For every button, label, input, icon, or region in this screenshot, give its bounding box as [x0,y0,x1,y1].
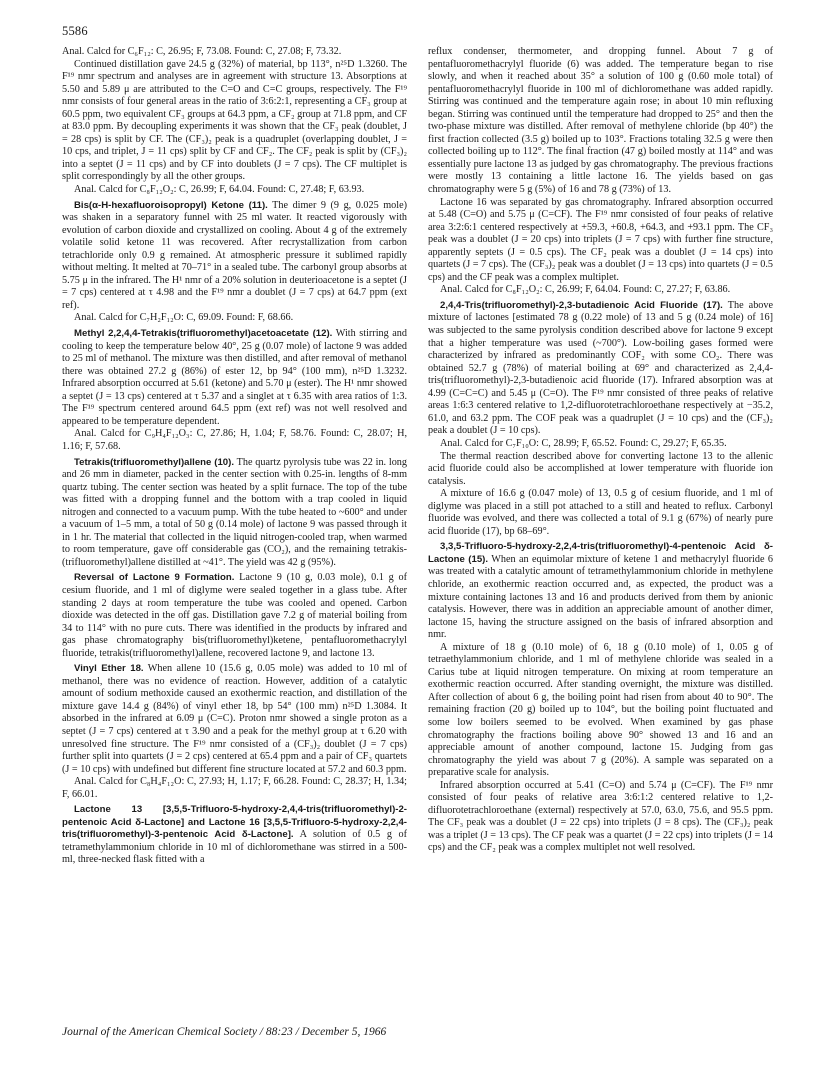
paragraph [428,284,773,297]
paragraph [62,200,407,313]
paragraph-text: Anal. Calcd for C₈F₁₂O₂: C, 26.99; F, 64.04. Found: C, 27.27; F, 63.86. [440,284,731,296]
page-number: 5586 [62,24,88,38]
paragraph [62,59,407,184]
paragraph-text: The quartz pyrolysis tube was 22 in. long and 26 mm in diameter, packed in the center section with 0.25-in. lengths of 8-mm quartz tubing. The center section was heated by a split furnace. The top of the tube was fitted with a dropping funnel and the bottom with a trap cooled in liquid nitrogen and connected to a vacuum pump. With the tube heated to ~600° and under a vacuum of 1–5 mm, a total of 50 g (0.14 mole) of lactone 9 was passed through it in 1 hr. The material that collected in the liquid nitrogen-cooled trap, when warmed to room temperature, gave off considerable gas (CO₂), and the remaining tetrakis-(trifluoromethyl)allene distilled at ~41°. The yield was 42 g (95%). [62,456,407,568]
paragraph-text: A mixture of 16.6 g (0.047 mole) of 13, 0.5 g of cesium fluoride, and 1 ml of diglyme was placed in a still pot attached to a still and heated to reflux. Carbonyl fluoride was evolved, and there was collected a total of 9.1 g (67%) of nearly pure acid fluoride (17), bp 68–69°. [428,488,773,537]
section-heading: Vinyl Ether 18. [74,663,144,675]
paragraph [62,328,407,428]
paragraph-text: Anal. Calcd for C₆F₁₂: C, 26.95; F, 73.08. Found: C, 27.08; F, 73.32. [62,46,342,57]
paragraph-text: reflux condenser, thermometer, and dropping funnel. About 7 g of pentafluoromethacrylyl fluoride (6) was added. The temperature began to rise slowly, and when it reached about 35° a solution of 100 g (0.60 mole total) of pentafluoromethacrylyl fluoride in 100 ml of dichloromethane was added rapidly. Stirring was continued and the temperature again rose; in about 10 min refluxing began. Stirring was continued until the temperature had dropped to 25° and then the two-phase mixture was distilled. After removal of methylene chloride (bp 40°) the first fraction collected (3.5 g) boiled up to 103°. Fractions totaling 32.5 g were then collected boiling up to 112°. The final fraction (47 g) boiled mostly at 114° and was essentially pure lactone 13 as judged by gas chromatography. The previous fractions were mostly 13 containing a little lactone 16. The yields based on gas chromatography were 5 g (5%) of 16 and 78 g (73%) of 13. [428,46,773,196]
paragraph-text: The dimer 9 (9 g, 0.025 mole) was shaken in a separatory funnel with 25 ml water. It reacted vigorously with evolution of carbon dioxide and crystallized on cooling. About 4 g of the extremely volatile solid ketone 11 was recovered. After recrystallization from carbon tetrachloride only 0.9 g remained. At atmospheric pressure it sublimed rapidly without melting. It melted at 70–71° in a sealed tube. The carbonyl group absorbs at 5.75 μ in the infrared. The H¹ nmr of a 20% solution in deuterioacetone is a septet (J = 7 cps) centered at τ 4.98 and the F¹⁹ nmr a doublet (J = 7 cps) at 64.7 ppm (ext ref). [62,199,407,311]
paragraph-text: Lactone 9 (10 g, 0.03 mole), 0.1 g of cesium fluoride, and 1 ml of diglyme were sealed together in a glass tube. After standing 2 days at room temperature the tube was cooled and opened. Carbon dioxide was detected in the off gas. Distillation gave 7.2 g of material boiling from 34 to 114° with no pure cuts. There was identified in the products by infrared and gas phase chromatography bis(trifluoromethyl)ketene, pentafluoromethacrylyl fluoride, tetrakis(trifluoromethyl)allene, recovered lactone 9, and lactone 13. [62,572,407,659]
paragraph-text: Infrared absorption occurred at 5.41 (C=O) and 5.74 μ (C=CF). The F¹⁹ nmr consisted of four peaks of relative area 3:6:1:2 centered relative to 1,2-difluorotetrachloroethane (external) respectively at 57.0, 63.0, 75.6, and 95.5 ppm. The CF₃ peak was a doublet (J = 22 cps) into triplets (J = 8 cps). The (CF₃)₂ peak was a triplet (J = 13 cps). The CF peak was a quartet (J = 22 cps) into triplets (J = 14 cps) and the CF₂ peak was a complex multiplet not well resolved. [428,779,773,854]
paragraph-text: Anal. Calcd for C₇F₁₀O: C, 28.99; F, 65.52. Found: C, 29.27; F, 65.35. [440,437,727,449]
left-column [62,46,407,867]
paragraph-text: When allene 10 (15.6 g, 0.05 mole) was added to 10 ml of methanol, there was no evidence of reaction. However, addition of a catalytic amount of sodium methoxide caused an exothermic reaction, and distillation of the mixture gave 14.4 g (84%) of vinyl ether 18, bp 54° (100 mm) n²⁵D 1.3084. It absorbed in the infrared at 6.09 μ (C=C). Proton nmr showed a single proton as a septet (J = 7 cps) centered at τ 3.90 and a peak for the methyl group at τ 6.20 with unresolved fine structure. The F¹⁹ nmr consisted of a (CF₃)₂ doublet (J = 7 cps) further split into quartets (J = 2 cps) centered at 65.4 ppm and a pair of CF₃ quartets (J = 10 cps) with undefined but different fine structure located at 57.2 and 60.3 ppm. [62,663,407,775]
journal-footer: Journal of the American Chemical Society / 88:23 / December 5, 1966 [62,1026,387,1038]
paragraph [428,642,773,780]
paragraph [428,438,773,451]
paragraph [62,428,407,453]
paragraph-text: Lactone 16 was separated by gas chromatography. Infrared absorption occurred at 5.48 (C=O) and 5.75 μ (C=CF). The F¹⁹ nmr consisted of four peaks of relative area 3:2:6:1 centered respectively at +59.3, +60.8, +64.3, and +93.1 ppm. The CF₃ peak was a doublet (J = 20 cps) into triplets (J = 7 cps) with further fine structure, apparently septets (J = 0.5 cps). The CF₂ peak was a doublet (J = 14 cps) into quartets (J = 7 cps). The (CF₃)₂ peak was a doublet (J = 13 cps) into quartets (J = 0.5 cps) and the CF peak was a complex multiplet. [428,196,773,283]
paragraph-text: Anal. Calcd for C₈H₄F₁₂O: C, 27.93; H, 1.17; F, 66.28. Found: C, 28.37; H, 1.34; F, 66.01. [62,776,407,800]
paragraph-text: When an equimolar mixture of ketene 1 and methacrylyl fluoride 6 was treated with a catalytic amount of tetramethylammonium chloride in methylene chloride, an exothermic reaction occurred and, as expected, the product was a mixture containing lactones 13 and 16 and products derived from them by anionic catalysis. However, there was in addition an appreciable amount of another dimer, lactone 15, having the structure assigned on the basis of infrared absorption and nmr. [428,553,773,641]
paragraph [62,457,407,570]
paragraph [62,663,407,776]
paragraph-text: A mixture of 18 g (0.10 mole) of 6, 18 g (0.10 mole) of 1, 0.05 g of tetraethylammonium chloride, and 1 ml of methylene chloride was sealed in a Carius tube at liquid nitrogen temperature. On mixing at room temperature an exothermic reaction occurred. After standing overnight, the mixture was distilled. After collection of about 6 g, the boiling point had risen from about 40 to 90°. The remaining fraction (20 g) boiled up to 104°, but the boiling point fluctuated and some low boilers seemed to be evolved. When examined by gas phase chromatography the fractions boiling above 90° showed 13 and 16 and an appreciable amount of another compound, lactone 15. Judging from gas chromatography the yield was about 7 g (20%). A sample was separated on a preparative scale for analysis. [428,641,773,779]
paragraph-text: The thermal reaction described above for converting lactone 13 to the allenic acid fluoride could also be accomplished at lower temperature with fluoride ion catalysis. [428,450,773,487]
section-heading: Methyl 2,2,4,4-Tetrakis(trifluoromethyl)acetoacetate (12). [74,328,333,340]
paragraph-text: With stirring and cooling to keep the temperature below 40°, 25 g (0.07 mole) of lactone 9 was added to 25 ml of methanol. The mixture was then distilled, and after removal of methanol there was obtained 27.2 g (86%) of ester 12, bp 94° (100 mm), n²⁵D 1.3232. Infrared absorption occurred at 5.61 (ketone) and 5.70 μ (ester). The H¹ nmr showed a septet (J = 13 cps) centered at τ 5.37 and a singlet at τ 6.35 with area ratios of 1:3. The F¹⁹ spectrum centered around 64.5 ppm (ext ref) was not well resolved and appeared to be temperature dependent. [62,328,407,427]
paragraph [428,541,773,641]
paragraph [62,776,407,801]
paragraph [62,312,407,325]
paragraph-text: Anal. Calcd for C₉H₄F₁₂O₃: C, 27.86; H, 1.04; F, 58.76. Found: C, 28.07; H, 1.16; F, 57.68. [62,428,407,452]
paragraph [62,46,407,59]
section-heading: Lactone 13 [3,5,5-Trifluoro-5-hydroxy-2,4,4-tris(trifluoromethyl)-2-pentenoic Acid δ-Lactone] and Lactone 16 [3,5,5-Trifluoro-5-hydroxy-2,2,4-tris(trifluoromethyl)-3-pentenoic Acid δ-Lactone]. [62,804,407,841]
paragraph-text: Anal. Calcd for C₇H₂F₁₂O: C, 69.09. Found: F, 68.66. [74,312,294,324]
section-heading: Reversal of Lactone 9 Formation. [74,572,235,584]
section-heading: 3,3,5-Trifluoro-5-hydroxy-2,2,4-tris(trifluoromethyl)-4-pentenoic Acid δ-Lactone (15). [428,541,773,565]
paragraph [428,46,773,197]
right-column [428,46,773,855]
paragraph [428,300,773,438]
paragraph-text: Continued distillation gave 24.5 g (32%) of material, bp 113°, n²⁵D 1.3260. The F¹⁹ nmr spectrum and analyses are in agreement with structure 13. Absorptions at 5.50 and 5.89 μ are attributed to the C=O and C=C groups, respectively. The F¹⁹ nmr consists of four general areas in the ratio of 3:6:2:1, representing a CF₃ group at 60.5 ppm, two equivalent CF₃ groups at 64.3 ppm, a CF₂ group at 71.8 ppm, and CF at 83.0 ppm. By decoupling experiments it was shown that the CF₃ peak (doublet, J = 28 cps) is split by CF. The (CF₃)₂ peak is a quadruplet (overlapping doublet, J = 10 cps, and triplet, J = 11 cps) split by CF and CF₂. The CF₂ peak is split by (CF₃)₂ into a septet (J = 11 cps) and by CF into doublets (J = 7 cps). The CF multiplet is split correspondingly by all the other groups. [62,58,407,183]
paragraph [428,780,773,855]
paragraph-text: A solution of 0.5 g of tetramethylammonium chloride in 10 ml of dichloromethane was stirred in a 500-ml, three-necked flask fitted with a [62,829,407,866]
paragraph [428,197,773,285]
paragraph [62,572,407,660]
paragraph [62,184,407,197]
paragraph [428,451,773,489]
section-heading: Tetrakis(trifluoromethyl)allene (10). [74,456,235,468]
paragraph-text: Anal. Calcd for C₈F₁₂O₂: C, 26.99; F, 64.04. Found: C, 27.48; F, 63.93. [74,184,365,196]
section-heading: 2,4,4-Tris(trifluoromethyl)-2,3-butadienoic Acid Fluoride (17). [440,299,723,311]
paragraph-text: The above mixture of lactones [estimated 78 g (0.22 mole) of 13 and 5 g (0.24 mole) of 16] was subjected to the same pyrolysis condition described above for lactone 9 except that a higher temperature was used (~700°). Low-boiling gases formed were characterized by infrared as predominantly COF₂ with some CO₂. There was obtained 52.7 g (78%) of material boiling at 69° and characterized as 2,4,4-tris(trifluoromethyl)-2,3-butadienoic acid fluoride (17). Infrared absorption was at 4.99 (C=C=C) and 5.45 μ (C=O). The F¹⁹ nmr consisted of three peaks of relative areas 1:6:3 centered relative to 1,2-difluorotetrachloroethane respectively at −35.2, 61.0, and 63.2 ppm. The COF peak was a quadruplet (J = 10 cps) and the (CF₃)₂ peak a doublet (J = 10 cps). [428,299,774,437]
paragraph [62,804,407,867]
section-heading: Bis(α-H-hexafluoroisopropyl) Ketone (11). [74,199,268,211]
paragraph [428,488,773,538]
